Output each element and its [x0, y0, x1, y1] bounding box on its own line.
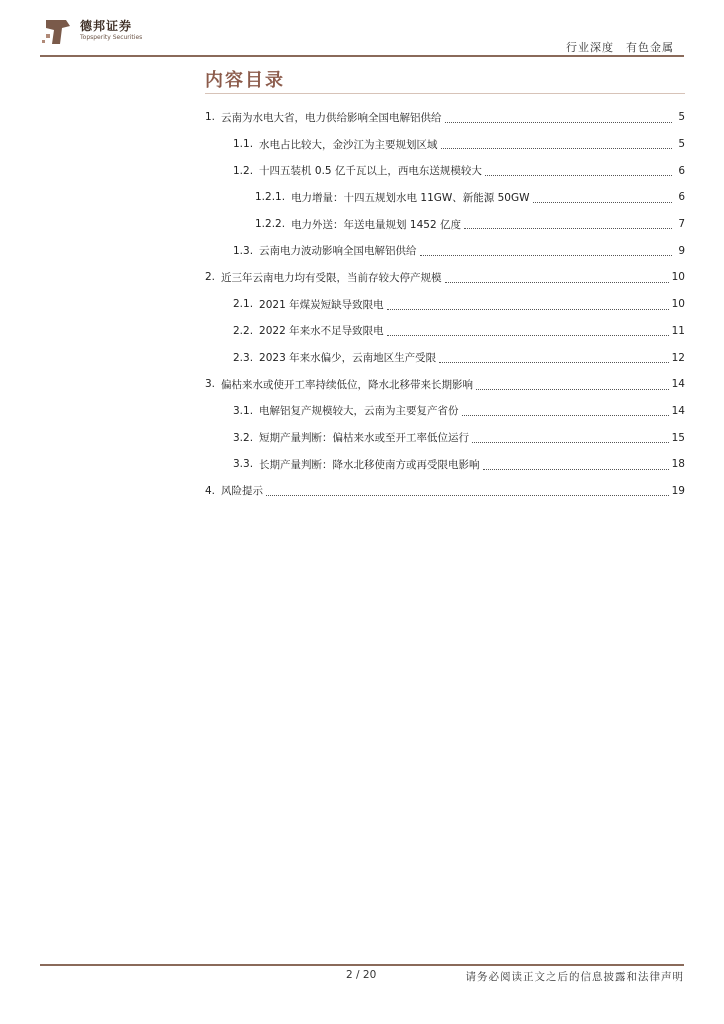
toc-leader-dots — [483, 468, 669, 470]
toc-leader-dots — [485, 174, 672, 176]
toc-entry-title: 2022 年来水不足导致限电 — [259, 325, 384, 338]
toc-leader-dots — [462, 414, 669, 416]
disclaimer-note: 请务必阅读正文之后的信息披露和法律声明 — [465, 971, 684, 983]
toc-entry-number: 4. — [205, 484, 216, 497]
table-of-contents — [205, 104, 685, 504]
toc-entry-number: 3.1. — [233, 404, 254, 417]
toc-entry-page: 18 — [671, 458, 685, 471]
toc-entry-title: 电力增量：十四五规划水电 11GW、新能源 50GW — [291, 191, 530, 204]
toc-entry-page: 19 — [671, 484, 685, 497]
toc-entry[interactable] — [205, 318, 685, 345]
page-number: 2 / 20 — [346, 969, 377, 981]
toc-entry[interactable] — [205, 291, 685, 318]
toc-entry-page: 9 — [678, 244, 685, 257]
toc-entry-page: 15 — [671, 431, 685, 444]
toc-entry[interactable] — [205, 398, 685, 425]
toc-entry-title: 电力外送：年送电量规划 1452 亿度 — [291, 218, 461, 231]
header-divider — [40, 55, 684, 57]
toc-title-divider — [205, 93, 685, 94]
toc-entry-title: 长期产量判断：降水北移使南方或再受限电影响 — [259, 458, 480, 471]
toc-leader-dots — [420, 254, 672, 256]
toc-entry-title: 2023 年来水偏少，云南地区生产受限 — [259, 352, 437, 365]
toc-entry-number: 2.2. — [233, 324, 254, 337]
toc-entry-number: 1.2. — [233, 164, 254, 177]
toc-entry-number: 3. — [205, 378, 216, 391]
toc-entry[interactable] — [205, 184, 685, 211]
toc-entry[interactable] — [205, 478, 685, 505]
logo-subtext: Topsperity Securities — [80, 34, 143, 41]
toc-entry-title: 云南为水电大省，电力供给影响全国电解铝供给 — [221, 111, 442, 124]
toc-entry-page: 10 — [671, 271, 685, 284]
toc-entry[interactable] — [205, 237, 685, 264]
toc-leader-dots — [387, 308, 669, 310]
toc-leader-dots — [533, 201, 673, 203]
toc-entry-page: 6 — [678, 164, 685, 177]
toc-entry-title: 2021 年煤炭短缺导致限电 — [259, 298, 384, 311]
page-header — [40, 14, 684, 60]
toc-entry[interactable] — [205, 371, 685, 398]
toc-entry-number: 1. — [205, 111, 216, 124]
logo-text: 德邦证券 — [80, 19, 133, 33]
toc-entry-page: 14 — [671, 404, 685, 417]
toc-entry-title: 近三年云南电力均有受限，当前存较大停产规模 — [221, 271, 442, 284]
toc-entry-page: 14 — [671, 378, 685, 391]
toc-entry-title: 偏枯来水或使开工率持续低位，降水北移带来长期影响 — [221, 378, 474, 391]
toc-leader-dots — [445, 121, 672, 123]
toc-title: 内容目录 — [205, 70, 285, 91]
toc-entry-number: 2. — [205, 271, 216, 284]
toc-entry[interactable] — [205, 131, 685, 158]
toc-entry[interactable] — [205, 104, 685, 131]
toc-entry-title: 水电占比较大，金沙江为主要规划区域 — [259, 138, 438, 151]
toc-entry[interactable] — [205, 211, 685, 238]
toc-entry-number: 3.3. — [233, 458, 254, 471]
toc-entry[interactable] — [205, 264, 685, 291]
toc-entry-page: 5 — [678, 138, 685, 151]
toc-entry-page: 5 — [678, 111, 685, 124]
toc-entry[interactable] — [205, 157, 685, 184]
toc-entry-number: 1.2.2. — [255, 218, 286, 231]
toc-entry-page: 6 — [678, 191, 685, 204]
toc-entry-number: 2.3. — [233, 351, 254, 364]
toc-entry-title: 短期产量判断：偏枯来水或至开工率低位运行 — [259, 432, 470, 445]
toc-leader-dots — [266, 494, 669, 496]
toc-entry-number: 1.1. — [233, 138, 254, 151]
toc-entry-number: 3.2. — [233, 431, 254, 444]
footer-divider — [40, 964, 684, 966]
toc-entry[interactable] — [205, 424, 685, 451]
toc-entry-title: 十四五装机 0.5 亿千瓦以上，西电东送规模较大 — [259, 165, 482, 178]
toc-leader-dots — [439, 361, 669, 363]
toc-entry[interactable] — [205, 344, 685, 371]
toc-entry-page: 12 — [671, 351, 685, 364]
toc-entry-number: 1.2.1. — [255, 191, 286, 204]
toc-entry-number: 1.3. — [233, 244, 254, 257]
toc-leader-dots — [387, 334, 669, 336]
toc-entry-number: 2.1. — [233, 298, 254, 311]
toc-entry-title: 电解铝复产规模较大，云南为主要复产省份 — [259, 405, 459, 418]
toc-entry[interactable] — [205, 451, 685, 478]
toc-entry-title: 云南电力波动影响全国电解铝供给 — [259, 245, 417, 258]
toc-entry-page: 7 — [678, 218, 685, 231]
toc-entry-page: 11 — [671, 324, 685, 337]
toc-leader-dots — [472, 441, 669, 443]
report-category: 行业深度 有色金属 — [566, 41, 674, 54]
toc-leader-dots — [476, 388, 669, 390]
logo-icon — [40, 14, 74, 48]
toc-leader-dots — [464, 227, 672, 229]
toc-entry-title: 风险提示 — [221, 485, 264, 498]
toc-leader-dots — [441, 147, 672, 149]
toc-leader-dots — [445, 281, 669, 283]
toc-entry-page: 10 — [671, 298, 685, 311]
